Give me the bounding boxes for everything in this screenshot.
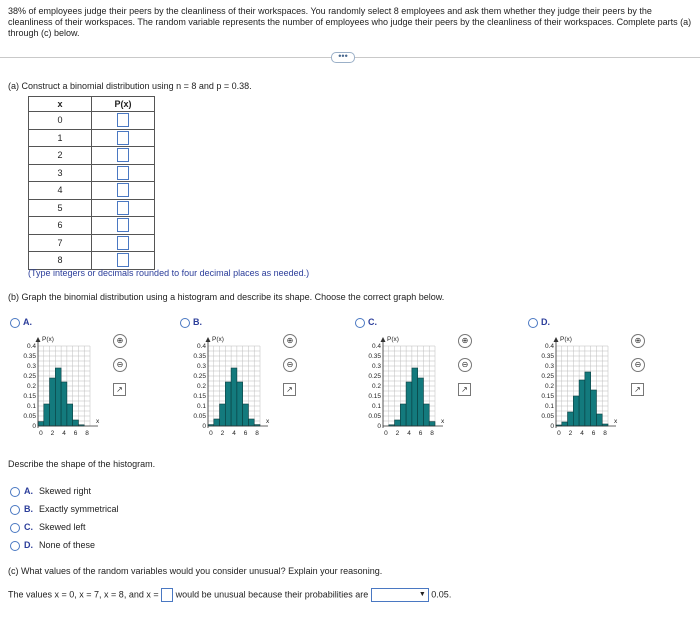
y-tick-label: 0.35 — [368, 353, 381, 361]
shape-option[interactable] — [10, 522, 86, 533]
x-value: 5 — [29, 199, 92, 217]
histogram-bar — [55, 368, 61, 426]
histogram-chart — [8, 330, 103, 440]
histogram-bar — [225, 382, 231, 426]
y-tick-label: 0.3 — [196, 363, 206, 371]
shape-option-key: C. — [24, 522, 33, 532]
histogram-bar — [248, 419, 254, 426]
px-input[interactable] — [117, 148, 129, 162]
y-tick-label: 0 — [32, 423, 36, 431]
shape-option-radio[interactable] — [10, 487, 20, 497]
x-tick-label: 8 — [430, 430, 434, 437]
histogram-chart — [526, 330, 621, 440]
problem-statement: 38% of employees judge their peers by the cleanliness of their workspaces. You randomly select 8 employees and ask them whether they judge their peers by the cleanliness of their workspaces. The random variable represents the number of employees who judge their peers by the cleanliness of their workspaces. Complete parts (a) through (c) below. — [8, 6, 692, 38]
y-tick-label: 0.4 — [544, 343, 554, 351]
y-tick-label: 0.05 — [541, 413, 554, 421]
histogram-bar — [67, 404, 73, 426]
histogram-bar — [562, 422, 568, 426]
y-tick-label: 0.05 — [23, 413, 36, 421]
y-tick-label: 0.15 — [541, 393, 554, 401]
x-value: 1 — [29, 129, 92, 147]
histogram-bar — [237, 382, 243, 426]
y-tick-label: 0.3 — [371, 363, 381, 371]
x-tick-label: 4 — [580, 430, 584, 437]
histogram-bar — [579, 380, 585, 426]
x-tick-label: 4 — [62, 430, 66, 437]
table-row — [29, 129, 155, 147]
y-tick-label: 0.25 — [541, 373, 554, 381]
histogram-bar — [61, 382, 67, 426]
x-tick-label: 0 — [557, 430, 561, 437]
x-axis-label: x — [441, 418, 445, 425]
px-cell — [92, 147, 155, 165]
x-tick-label: 4 — [232, 430, 236, 437]
part-c-suffix: 0.05. — [431, 589, 452, 600]
histogram-chart — [353, 330, 448, 440]
px-input[interactable] — [117, 218, 129, 232]
x-tick-label: 0 — [39, 430, 43, 437]
table-row — [29, 112, 155, 130]
shape-option-key: B. — [24, 504, 33, 514]
y-tick-label: 0.1 — [26, 403, 36, 411]
part-a-question: (a) Construct a binomial distribution using n = 8 and p = 0.38. — [8, 81, 252, 91]
y-tick-label: 0.3 — [544, 363, 554, 371]
popout-icon[interactable]: ↗ — [458, 383, 471, 396]
rounding-hint: (Type integers or decimals rounded to four decimal places as needed.) — [28, 268, 310, 278]
x-value: 4 — [29, 182, 92, 200]
table-row — [29, 182, 155, 200]
shape-option-radio[interactable] — [10, 541, 20, 551]
y-axis-arrow-icon — [381, 337, 386, 342]
zoom-in-icon[interactable]: ⊕ — [283, 334, 297, 348]
shape-option-text: Skewed right — [39, 486, 92, 496]
y-tick-label: 0.15 — [23, 393, 36, 401]
histogram-bar — [585, 372, 591, 426]
y-tick-label: 0.05 — [193, 413, 206, 421]
x-tick-label: 2 — [50, 430, 55, 437]
y-axis-arrow-icon — [206, 337, 211, 342]
probability-comparison-select[interactable] — [371, 588, 429, 602]
x-axis-label: x — [266, 418, 270, 425]
shape-option[interactable] — [10, 486, 91, 497]
px-input[interactable] — [117, 236, 129, 250]
x-axis-label: x — [614, 418, 618, 425]
graph-option-label: A. — [23, 317, 32, 327]
histogram-bar — [406, 382, 412, 426]
graph-option-label: D. — [541, 317, 550, 327]
y-axis-arrow-icon — [36, 337, 41, 342]
histogram-bar — [231, 368, 237, 426]
histogram-bar — [591, 390, 597, 426]
x-tick-label: 8 — [255, 430, 259, 437]
popout-icon[interactable]: ↗ — [113, 383, 126, 396]
col-px-header: P(x) — [92, 97, 155, 112]
col-x-header: x — [29, 97, 92, 112]
y-tick-label: 0 — [377, 423, 381, 431]
y-axis-label: P(x) — [42, 336, 54, 343]
y-tick-label: 0.25 — [23, 373, 36, 381]
part-c-answer-line — [8, 588, 451, 602]
zoom-in-icon[interactable]: ⊕ — [113, 334, 127, 348]
unusual-x-input[interactable] — [161, 588, 173, 602]
px-cell — [92, 182, 155, 200]
x-tick-label: 2 — [220, 430, 225, 437]
shape-option[interactable] — [10, 540, 95, 551]
shape-option-text: Skewed left — [39, 522, 86, 532]
chevron-down-icon: ▼ — [418, 591, 426, 598]
histogram-bar — [214, 419, 220, 426]
histogram-bar — [220, 404, 226, 426]
x-value: 3 — [29, 164, 92, 182]
y-tick-label: 0 — [550, 423, 554, 431]
y-tick-label: 0.05 — [368, 413, 381, 421]
graph-option-radio[interactable] — [180, 318, 190, 328]
x-tick-label: 6 — [418, 430, 423, 437]
px-input[interactable] — [117, 166, 129, 180]
graph-option-radio[interactable] — [355, 318, 365, 328]
part-c-middle: would be unusual because their probabilities are — [175, 589, 369, 600]
expand-dots-button[interactable]: ••• — [331, 52, 355, 63]
x-value: 2 — [29, 147, 92, 165]
x-tick-label: 8 — [85, 430, 89, 437]
zoom-out-icon[interactable]: ⊖ — [283, 358, 297, 372]
y-tick-label: 0.4 — [196, 343, 206, 351]
x-tick-label: 0 — [209, 430, 213, 437]
y-axis-label: P(x) — [387, 336, 399, 343]
px-cell — [92, 234, 155, 252]
part-c-prefix: The values x = 0, x = 7, x = 8, and x = — [8, 589, 159, 600]
histogram-bar — [50, 378, 56, 426]
zoom-in-icon[interactable]: ⊕ — [631, 334, 645, 348]
y-tick-label: 0.15 — [193, 393, 206, 401]
y-tick-label: 0.3 — [26, 363, 36, 371]
y-tick-label: 0.2 — [196, 383, 206, 391]
x-axis-label: x — [96, 418, 100, 425]
histogram-chart — [178, 330, 273, 440]
histogram-bar — [243, 404, 249, 426]
y-tick-label: 0.15 — [368, 393, 381, 401]
x-tick-label: 0 — [384, 430, 388, 437]
histogram-bar — [395, 420, 401, 426]
histogram-bar — [400, 404, 406, 426]
px-cell — [92, 112, 155, 130]
y-tick-label: 0.1 — [371, 403, 381, 411]
shape-option-radio[interactable] — [10, 505, 20, 515]
zoom-out-icon[interactable]: ⊖ — [458, 358, 472, 372]
x-value: 7 — [29, 234, 92, 252]
shape-option[interactable] — [10, 504, 119, 515]
y-tick-label: 0.35 — [23, 353, 36, 361]
table-row — [29, 234, 155, 252]
graph-option-label: B. — [193, 317, 202, 327]
shape-option-text: None of these — [39, 540, 96, 550]
shape-question: Describe the shape of the histogram. — [8, 459, 156, 469]
px-cell — [92, 164, 155, 182]
y-tick-label: 0.35 — [541, 353, 554, 361]
y-axis-label: P(x) — [212, 336, 224, 343]
px-input[interactable] — [117, 183, 129, 197]
graph-option-radio[interactable] — [10, 318, 20, 328]
x-tick-label: 8 — [603, 430, 607, 437]
y-tick-label: 0.4 — [371, 343, 381, 351]
shape-option-radio[interactable] — [10, 523, 20, 533]
histogram-bar — [73, 420, 79, 426]
px-cell — [92, 217, 155, 235]
px-cell — [92, 252, 155, 270]
histogram-bar — [429, 422, 435, 426]
histogram-bar — [412, 368, 418, 426]
histogram-bar — [418, 378, 424, 426]
x-value: 8 — [29, 252, 92, 270]
table-row — [29, 147, 155, 165]
histogram-bar — [596, 414, 602, 426]
graph-option-label: C. — [368, 317, 377, 327]
histogram-bar — [44, 404, 50, 426]
histogram-bar — [568, 412, 574, 426]
zoom-in-icon[interactable]: ⊕ — [458, 334, 472, 348]
y-tick-label: 0 — [202, 423, 206, 431]
histogram-bar — [423, 404, 429, 426]
binomial-table — [28, 96, 155, 270]
histogram-bar — [573, 396, 579, 426]
x-tick-label: 2 — [568, 430, 573, 437]
y-axis-label: P(x) — [560, 336, 572, 343]
x-value: 6 — [29, 217, 92, 235]
y-tick-label: 0.2 — [544, 383, 554, 391]
y-tick-label: 0.25 — [368, 373, 381, 381]
table-row — [29, 164, 155, 182]
x-tick-label: 6 — [591, 430, 596, 437]
px-cell — [92, 199, 155, 217]
x-tick-label: 4 — [407, 430, 411, 437]
shape-option-key: D. — [24, 540, 33, 550]
zoom-out-icon[interactable]: ⊖ — [631, 358, 645, 372]
y-tick-label: 0.2 — [371, 383, 381, 391]
y-tick-label: 0.4 — [26, 343, 36, 351]
y-tick-label: 0.2 — [26, 383, 36, 391]
graph-option-radio[interactable] — [528, 318, 538, 328]
y-tick-label: 0.1 — [196, 403, 206, 411]
table-row — [29, 252, 155, 270]
x-tick-label: 6 — [73, 430, 78, 437]
table-row — [29, 217, 155, 235]
px-input[interactable] — [117, 201, 129, 215]
part-c-question: (c) What values of the random variables would you consider unusual? Explain your reasoning. — [8, 566, 383, 576]
y-tick-label: 0.35 — [193, 353, 206, 361]
x-tick-label: 2 — [395, 430, 400, 437]
px-input[interactable] — [117, 131, 129, 145]
table-row — [29, 199, 155, 217]
popout-icon[interactable]: ↗ — [631, 383, 644, 396]
x-value: 0 — [29, 112, 92, 130]
shape-option-key: A. — [24, 486, 33, 496]
px-input[interactable] — [117, 253, 129, 267]
y-tick-label: 0.1 — [544, 403, 554, 411]
x-tick-label: 6 — [243, 430, 248, 437]
y-tick-label: 0.25 — [193, 373, 206, 381]
shape-option-text: Exactly symmetrical — [39, 504, 119, 514]
popout-icon[interactable]: ↗ — [283, 383, 296, 396]
zoom-out-icon[interactable]: ⊖ — [113, 358, 127, 372]
histogram-bar — [38, 422, 44, 426]
px-input[interactable] — [117, 113, 129, 127]
part-b-question: (b) Graph the binomial distribution using a histogram and describe its shape. Choose the correct graph below. — [8, 292, 445, 302]
y-axis-arrow-icon — [554, 337, 559, 342]
px-cell — [92, 129, 155, 147]
